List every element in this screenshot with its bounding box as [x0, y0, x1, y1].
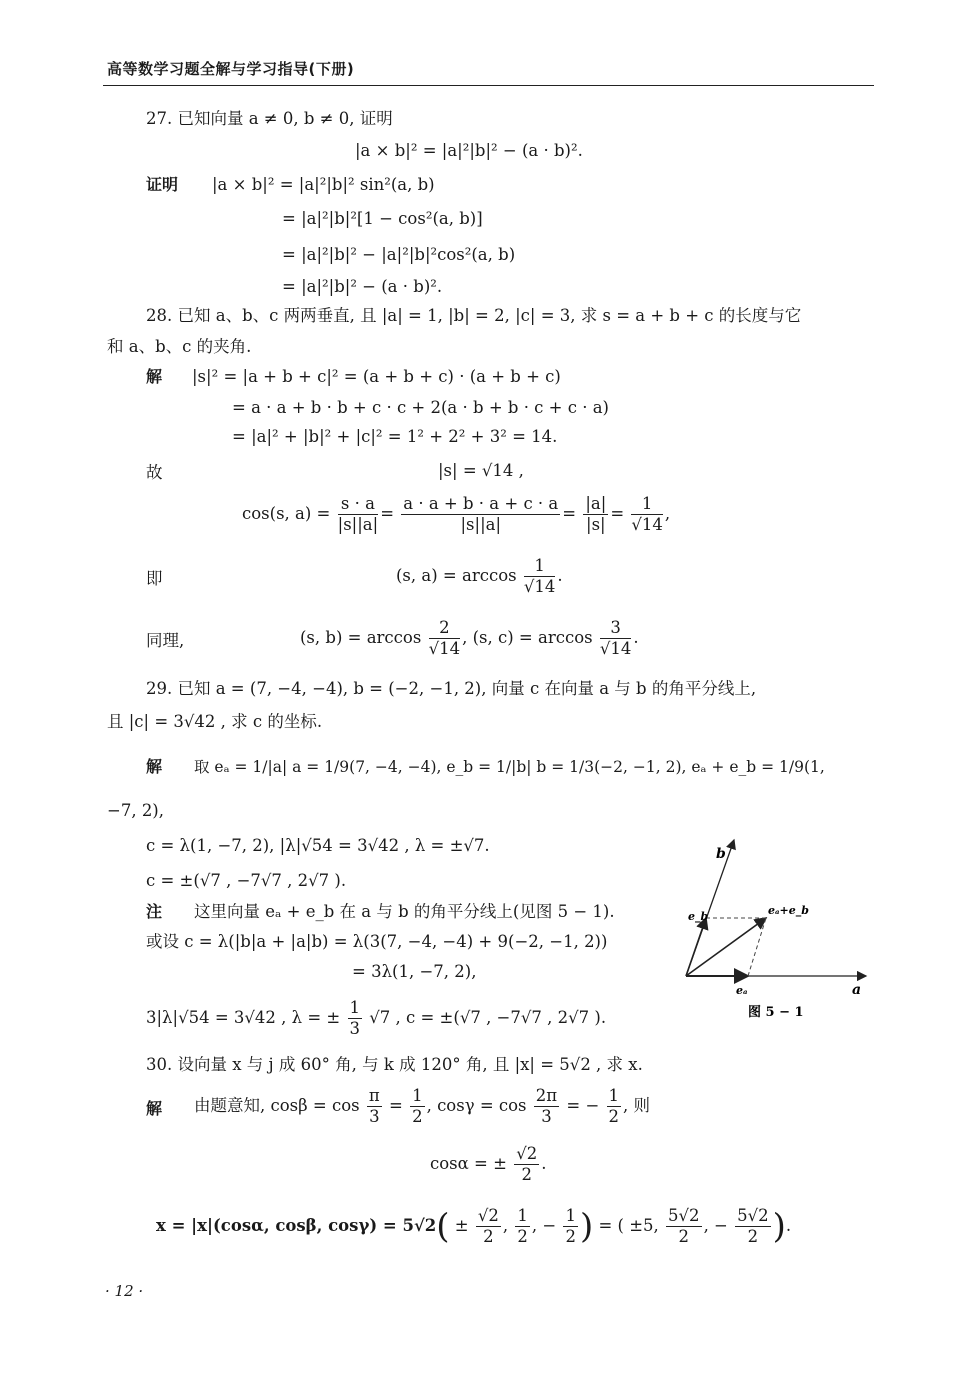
figure-5-1	[676, 836, 876, 1026]
p27-step-1: |a × b|² = |a|²|b|² sin²(a, b)	[212, 175, 435, 194]
p27-statement: 27. 已知向量 a ≠ 0, b ≠ 0, 证明	[146, 109, 393, 128]
header-rule	[103, 85, 874, 86]
p29-alt-2: = 3λ(1, −7, 2),	[352, 962, 477, 981]
p28-statement-2: 和 a、b、c 的夹角.	[107, 337, 252, 356]
dashed-right	[748, 918, 766, 976]
p30-final: x = |x|(cosα, cosβ, cosγ) = 5√2( ± $\frac{√2}{2}$ , $\frac{1}{2}$ , − $\frac{1}{2}$ ) = ( ±5, $\frac{5√2}{2}$ , − $\frac{5√2}{2}$ ).	[156, 1206, 792, 1247]
p28-frac-2: $\frac{a \cdot a + b \cdot a + c \cdot a}{|s||a|}$	[403, 494, 559, 534]
p27-step-4: = |a|²|b|² − (a · b)².	[282, 277, 443, 296]
p27-step-2: = |a|²|b|²[1 − cos²(a, b)]	[282, 209, 483, 228]
p29-line-1b: −7, 2),	[107, 801, 164, 820]
p30-solution-label: 解	[146, 1099, 163, 1118]
p27-proof-label: 证明	[146, 175, 179, 194]
p29-alt-1: 或设 c = λ(|b|a + |a|b) = λ(3(7, −4, −4) + 9(−2, −1, 2))	[146, 932, 608, 951]
p29-line-3: c = ±(√7 , −7√7 , 2√7 ).	[146, 871, 347, 890]
fig-label-ea: eₐ	[736, 984, 748, 997]
fig-label-eb: e_b	[688, 910, 709, 923]
p27-step-3: = |a|²|b|² − |a|²|b|²cos²(a, b)	[282, 245, 516, 264]
p27-formula: |a × b|² = |a|²|b|² − (a · b)².	[355, 141, 583, 160]
fig-label-b: b	[716, 846, 726, 862]
fig-label-a: a	[852, 982, 862, 998]
p29-alt-3: 3|λ|√54 = 3√42 , λ = ± $\frac{1}{3}$ √7 , c = ±(√7 , −7√7 , 2√7 ).	[146, 998, 607, 1038]
p29-line-2: c = λ(1, −7, 2), |λ|√54 = 3√42 , λ = ±√7.	[146, 836, 490, 855]
p28-statement-1: 28. 已知 a、b、c 两两垂直, 且 |a| = 1, |b| = 2, |c| = 3, 求 s = a + b + c 的长度与它	[146, 306, 802, 325]
p28-step-2: = a · a + b · b + c · c + 2(a · b + b · c + c · a)	[232, 398, 609, 417]
vector-sum-line	[686, 918, 766, 976]
p28-frac-4: $\frac{1}{√14}$	[631, 494, 663, 534]
p28-angle-sb-sc: (s, b) = arccos $\frac{2}{√14}$ , (s, c) = arccos $\frac{3}{√14}$ .	[300, 618, 639, 658]
p30-statement: 30. 设向量 x 与 j 成 60° 角, 与 k 成 120° 角, 且 |x| = 5√2 , 求 x.	[146, 1055, 643, 1074]
fig-label-sum: eₐ+e_b	[768, 904, 809, 917]
vector-eb-line	[686, 918, 706, 976]
p29-solution-label: 解	[146, 757, 163, 776]
running-header: 高等数学习题全解与学习指导(下册)	[107, 60, 355, 78]
page-number: · 12 ·	[105, 1282, 144, 1300]
fig-caption: 图 5 − 1	[748, 1005, 804, 1020]
p28-frac-1: $\frac{s \cdot a}{|s||a|}$	[337, 494, 379, 534]
p28-s-length: |s| = √14 ,	[438, 461, 524, 480]
p29-note: 这里向量 eₐ + e_b 在 a 与 b 的角平分线上(见图 5 − 1).	[194, 902, 615, 921]
p28-cos-lhs: cos(s, a) =	[242, 504, 331, 523]
p30-line-1: 由题意知, cosβ = cos $\frac{\pi}{3}$ = $\frac{1}{2}$ , cosγ = cos $\frac{2\pi}{3}$ = − $\frac{1}{2}$ , 则	[194, 1086, 651, 1126]
p28-solution-label: 解	[146, 367, 163, 386]
p28-frac-3: $\frac{|a|}{|s|}$	[585, 494, 607, 534]
p29-statement-1: 29. 已知 a = (7, −4, −4), b = (−2, −1, 2), 向量 c 在向量 a 与 b 的角平分线上,	[146, 679, 757, 698]
p29-note-label: 注	[146, 902, 163, 921]
p28-angle-sa: (s, a) = arccos $\frac{1}{√14}$ .	[396, 556, 563, 596]
p28-tongli-label: 同理,	[146, 631, 185, 650]
p28-step-1: |s|² = |a + b + c|² = (a + b + c) · (a + b + c)	[192, 367, 561, 386]
p30-cosalpha: cosα = ± $\frac{√2}{2}$ .	[430, 1144, 547, 1184]
p29-line-1: 取 eₐ = 1/|a| a = 1/9(7, −4, −4), e_b = 1/|b| b = 1/3(−2, −1, 2), eₐ + e_b = 1/9(1,	[194, 758, 825, 776]
p28-gu-label: 故	[146, 463, 163, 482]
p28-ji-label: 即	[146, 569, 163, 588]
p28-cos-equation: cos(s, a) = $\frac{s \cdot a}{|s||a|}$ = $\frac{a \cdot a + b \cdot a + c \cdot a}{|s||a|}$ = $\frac{|a|}{|s|}$ = $\frac{1}{√14}$ ,	[242, 494, 671, 534]
p29-statement-2: 且 |c| = 3√42 , 求 c 的坐标.	[107, 712, 323, 731]
p28-step-3: = |a|² + |b|² + |c|² = 1² + 2² + 3² = 14.	[232, 427, 558, 446]
